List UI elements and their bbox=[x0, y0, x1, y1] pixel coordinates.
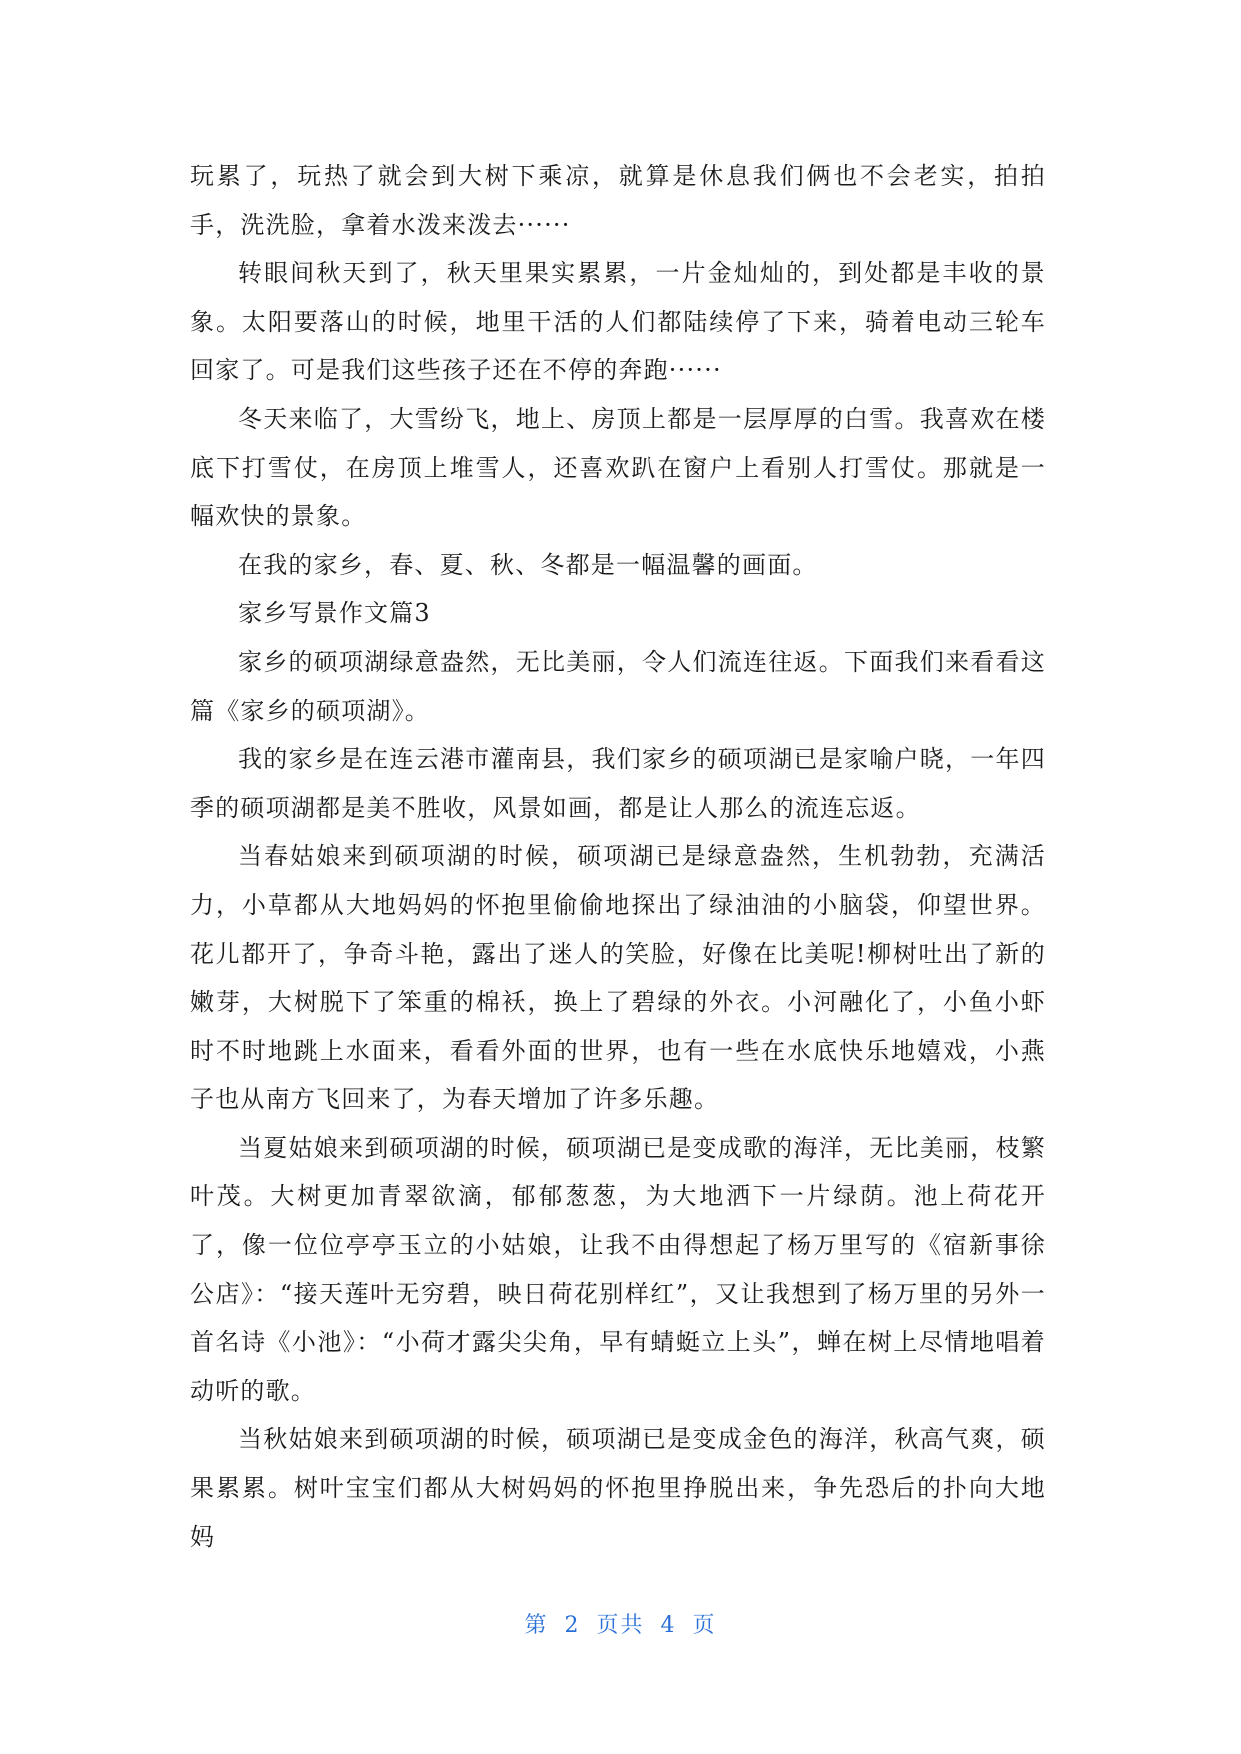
page-footer bbox=[0, 1608, 1241, 1639]
page-label-prefix: 第 bbox=[524, 1613, 549, 1638]
paragraph-autumn: 转眼间秋天到了，秋天里果实累累，一片金灿灿的，到处都是丰收的景象。太阳要落山的时候，地里干活的人们都陆续停了下来，骑着电动三轮车回家了。可是我们这些孩子还在不停的奔跑······ bbox=[190, 259, 1046, 385]
page-label-middle: 页共 bbox=[596, 1613, 645, 1638]
current-page-number: 2 bbox=[564, 1613, 581, 1638]
paragraph-autumn-lake: 当秋姑娘来到硕项湖的时候，硕项湖已是变成金色的海洋，秋高气爽，硕果累累。树叶宝宝们都从大树妈妈的怀抱里挣脱出来，争先恐后的扑向大地妈 bbox=[190, 1425, 1046, 1551]
paragraph-continued: 玩累了，玩热了就会到大树下乘凉，就算是休息我们俩也不会老实，拍拍手，洗洗脸，拿着水泼来泼去······ bbox=[190, 162, 1046, 239]
paragraph-summary: 在我的家乡，春、夏、秋、冬都是一幅温馨的画面。 bbox=[238, 550, 818, 579]
paragraph-spring: 当春姑娘来到硕项湖的时候，硕项湖已是绿意盎然，生机勃勃，充满活力，小草都从大地妈妈的怀抱里偷偷地探出了绿油油的小脑袋，仰望世界。花儿都开了，争奇斗艳，露出了迷人的笑脸，好像在比美呢!柳树吐出了新的嫩芽，大树脱下了笨重的棉袄，换上了碧绿的外衣。小河融化了，小鱼小虾时不时地跳上水面来，看看外面的世界，也有一些在水底快乐地嬉戏，小燕子也从南方飞回来了，为春天增加了许多乐趣。 bbox=[190, 842, 1046, 1114]
document-body bbox=[190, 152, 1046, 1561]
total-page-number: 4 bbox=[660, 1613, 677, 1638]
section-heading: 家乡写景作文篇3 bbox=[238, 599, 431, 628]
paragraph-summer: 当夏姑娘来到硕项湖的时候，硕项湖已是变成歌的海洋，无比美丽，枝繁叶茂。大树更加青翠欲滴，郁郁葱葱，为大地洒下一片绿荫。池上荷花开了，像一位位亭亭玉立的小姑娘，让我不由得想起了杨万里写的《宿新事徐公店》：“接天莲叶无穷碧，映日荷花别样红”，又让我想到了杨万里的另外一首名诗《小池》：“小荷才露尖尖角，早有蜻蜓立上头”，蝉在树上尽情地唱着动听的歌。 bbox=[190, 1133, 1046, 1405]
page-label-suffix: 页 bbox=[692, 1613, 717, 1638]
paragraph-intro: 家乡的硕项湖绿意盎然，无比美丽，令人们流连往返。下面我们来看看这篇《家乡的硕项湖》。 bbox=[190, 647, 1046, 725]
paragraph-hometown: 我的家乡是在连云港市灌南县，我们家乡的硕项湖已是家喻户晓，一年四季的硕项湖都是美不胜收，风景如画，都是让人那么的流连忘返。 bbox=[190, 745, 1046, 822]
paragraph-winter: 冬天来临了，大雪纷飞，地上、房顶上都是一层厚厚的白雪。我喜欢在楼底下打雪仗，在房顶上堆雪人，还喜欢趴在窗户上看别人打雪仗。那就是一幅欢快的景象。 bbox=[190, 404, 1046, 531]
